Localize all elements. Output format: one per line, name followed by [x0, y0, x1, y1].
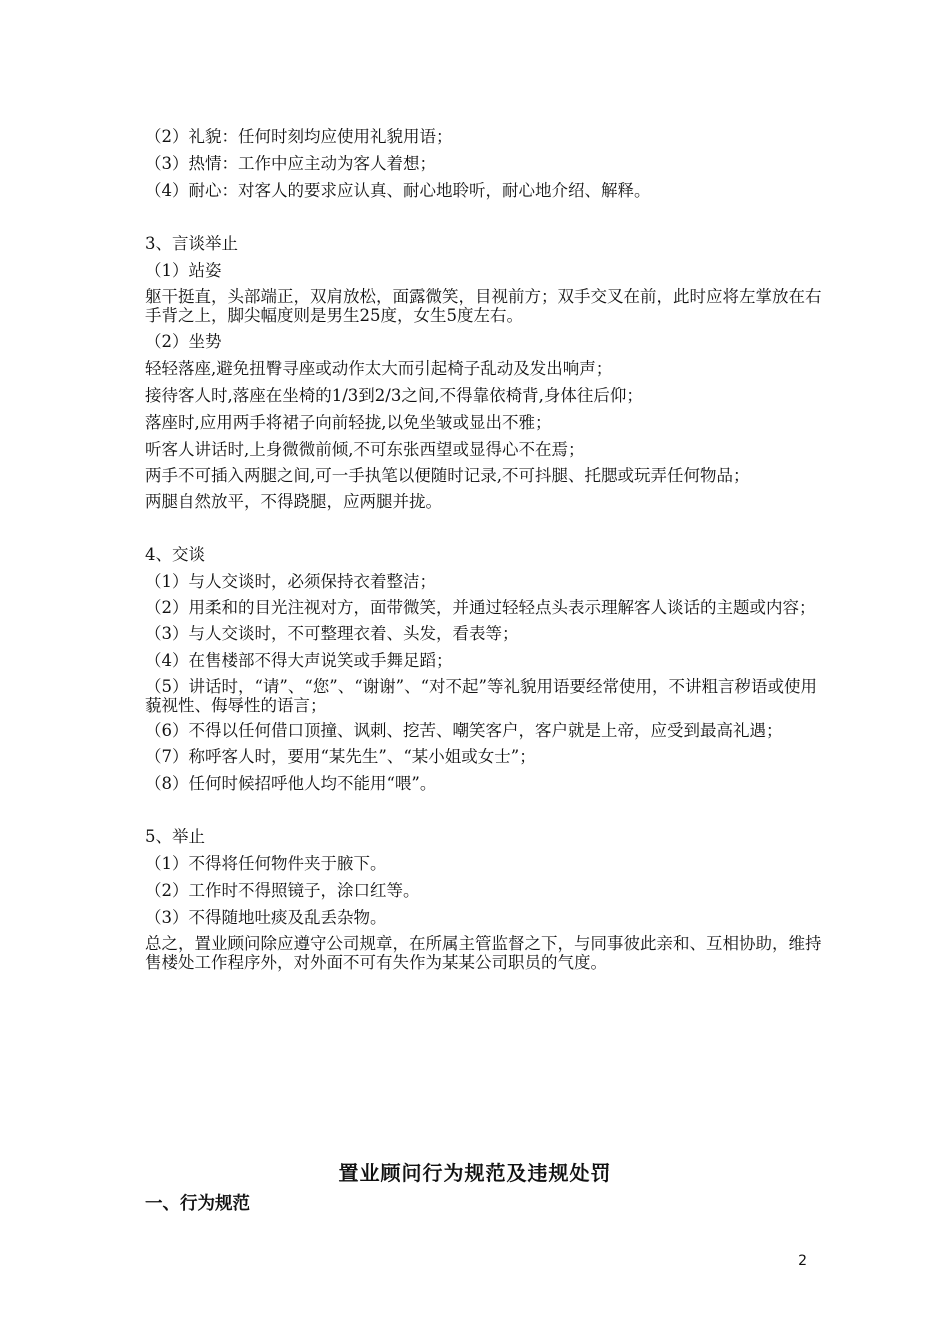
- paragraph-sitting: 落座时,应用两手将裙子向前轻拢,以免坐皱或显出不雅；: [145, 413, 552, 432]
- list-item: （4）在售楼部不得大声说笑或手舞足蹈；: [145, 651, 453, 670]
- paragraph-sitting: 接待客人时,落座在坐椅的1/3到2/3之间,不得靠依椅背,身体往后仰；: [145, 386, 643, 405]
- paragraph-sitting: 两腿自然放平，不得跷腿，应两腿并拢。: [145, 492, 442, 511]
- list-item: （1）不得将任何物件夹于腋下。: [145, 854, 387, 873]
- paragraph-enthusiasm: （3）热情：工作中应主动为客人着想；: [145, 154, 436, 173]
- list-item: （3）不得随地吐痰及乱丢杂物。: [145, 908, 387, 927]
- section-heading-manners: 3、言谈举止: [145, 234, 238, 253]
- section-heading-behavior: 5、举止: [145, 827, 205, 846]
- section-heading-conversation: 4、交谈: [145, 545, 205, 564]
- list-item: （2）用柔和的目光注视对方，面带微笑，并通过轻轻点头表示理解客人谈话的主题或内容；: [145, 598, 816, 617]
- list-item: （8）任何时候招呼他人均不能用“喂”。: [145, 774, 437, 793]
- spacer: [145, 800, 825, 826]
- subheading-sitting: （2）坐势: [145, 332, 222, 351]
- list-item: （1）与人交谈时，必须保持衣着整洁；: [145, 572, 436, 591]
- paragraph-patience: （4）耐心：对客人的要求应认真、耐心地聆听，耐心地介绍、解释。: [145, 181, 651, 200]
- document-title: 置业顾问行为规范及违规处罚: [338, 1161, 612, 1185]
- spacer: [145, 207, 825, 233]
- list-item: （5）讲话时，“请”、“您”、“谢谢”、“对不起”等礼貌用语要经常使用，不讲粗言秽语或使用藐视性、侮辱性的语言；: [145, 677, 817, 715]
- document-body: [145, 126, 825, 978]
- paragraph-sitting: 轻轻落座,避免扭臀寻座或动作太大而引起椅子乱动及发出响声；: [145, 359, 613, 378]
- paragraph-sitting: 两手不可插入两腿之间,可一手执笔以便随时记录,不可抖腿、托腮或玩弄任何物品；: [145, 466, 750, 485]
- paragraph-standing: 躯干挺直，头部端正，双肩放松，面露微笑，目视前方；双手交叉在前，此时应将左掌放在右手背之上，脚尖幅度则是男生25度，女生5度左右。: [145, 287, 822, 325]
- paragraph-courtesy: （2）礼貌：任何时刻均应使用礼貌用语；: [145, 127, 453, 146]
- list-item: （3）与人交谈时，不可整理衣着、头发，看表等；: [145, 624, 519, 643]
- paragraph-summary: 总之，置业顾问除应遵守公司规章，在所属主管监督之下，与同事彼此亲和、互相协助，维持售楼处工作程序外，对外面不可有失作为某某公司职员的气度。: [145, 934, 822, 972]
- section-title: 一、行为规范: [145, 1194, 250, 1214]
- page-number: 2: [798, 1253, 807, 1269]
- paragraph-sitting: 听客人讲话时,上身微微前倾,不可东张西望或显得心不在焉；: [145, 440, 585, 459]
- subheading-standing: （1）站姿: [145, 261, 222, 280]
- list-item: （7）称呼客人时，要用“某先生”、“某小姐或女士”；: [145, 747, 536, 766]
- list-item: （6）不得以任何借口顶撞、讽刺、挖苦、嘲笑客户，客户就是上帝，应受到最高礼遇；: [145, 721, 783, 740]
- spacer: [145, 518, 825, 544]
- list-item: （2）工作时不得照镜子，涂口红等。: [145, 881, 420, 900]
